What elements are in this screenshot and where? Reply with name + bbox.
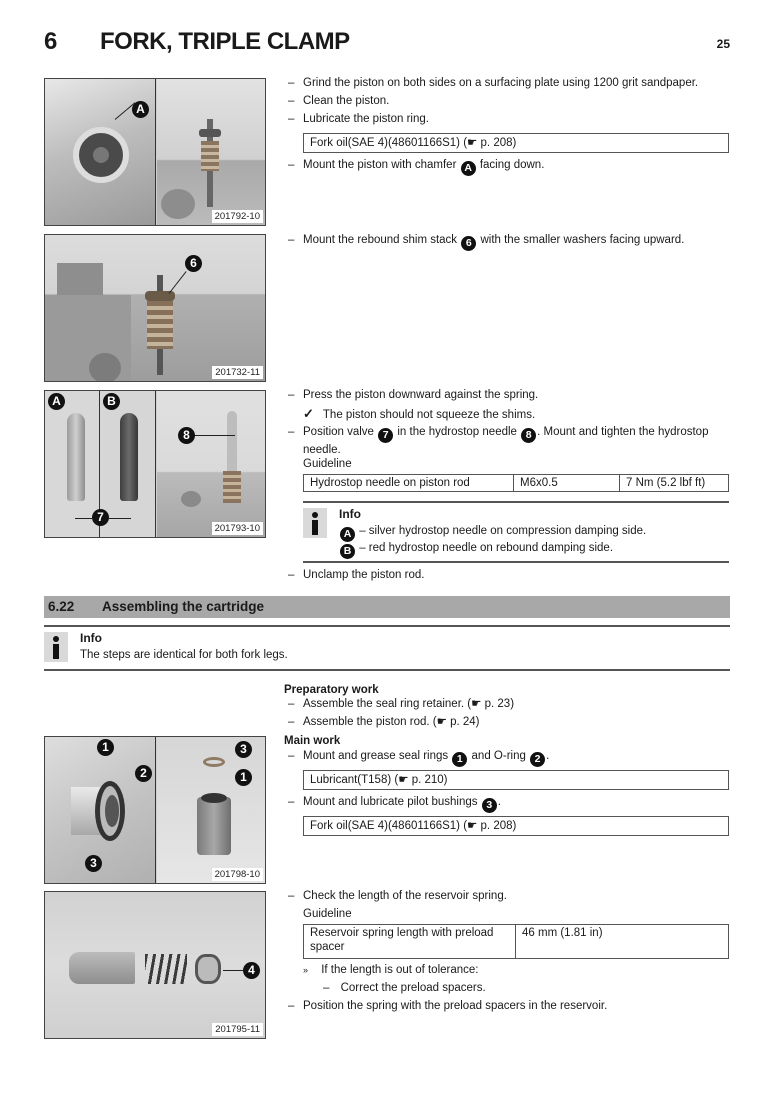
divider (44, 625, 730, 627)
figure-code: 201793-10 (212, 522, 263, 535)
marker-a: A (340, 527, 355, 542)
consumable-fork-oil: Fork oil(SAE 4)(48601166S1) (☛ p. 208) (303, 816, 729, 836)
figure-code: 201792-10 (212, 210, 263, 223)
figure-rebound-shim-stack (44, 234, 266, 382)
divider (303, 561, 729, 563)
callout-7: 7 (92, 509, 109, 526)
marker-6: 6 (461, 236, 476, 251)
section-number: 6.22 (48, 599, 75, 614)
step-unclamp-rod: – Unclamp the piston rod. (288, 569, 425, 581)
info-icon (44, 632, 68, 662)
figure-code: 201795-11 (212, 1023, 263, 1036)
callout-1: 1 (97, 739, 114, 756)
figure-code: 201732-11 (212, 366, 263, 379)
figure-code: 201798-10 (212, 868, 263, 881)
callout-a: A (48, 393, 65, 410)
check-result: ✓ The piston should not squeeze the shims. (303, 406, 536, 421)
info-line-a: A – silver hydrostop needle on compression damping side. (339, 524, 646, 542)
callout-a: A (132, 101, 149, 118)
photo-shim-stack (45, 235, 265, 381)
figure-reservoir-spring (44, 891, 266, 1039)
callout-2: 2 (135, 765, 152, 782)
step-assemble-seal-retainer: – Assemble the seal ring retainer. (☛ p. 23) (284, 697, 730, 712)
figure-divider (155, 79, 156, 225)
step-clean-piston: – Clean the piston. (288, 95, 390, 107)
marker-3: 3 (482, 798, 497, 813)
check-icon: ✓ (303, 406, 314, 421)
callout-b: B (103, 393, 120, 410)
leader-line (109, 518, 131, 519)
callout-8: 8 (178, 427, 195, 444)
chapter-number: 6 (44, 28, 57, 55)
main-work-heading: Main work (284, 735, 341, 747)
leader-line (223, 970, 243, 971)
figure-divider (155, 737, 156, 883)
marker-1: 1 (452, 752, 467, 767)
chapter-title: FORK, TRIPLE CLAMP (100, 28, 350, 55)
info-icon (303, 508, 327, 538)
figure-divider (155, 391, 156, 537)
info-title: Info (339, 507, 361, 521)
figure-hydrostop-needles (44, 390, 266, 538)
info-line-b: B – red hydrostop needle on rebound damping side. (339, 541, 613, 559)
page-number: 25 (716, 37, 730, 51)
step-position-valve: – Position valve 7 in the hydrostop needle 8 . Mount and tighten the hydrostop needle. (288, 426, 709, 456)
figure-seal-rings (44, 736, 266, 884)
callout-6: 6 (185, 255, 202, 272)
marker-2: 2 (530, 752, 545, 767)
preparatory-work-heading: Preparatory work (284, 684, 379, 696)
guideline-label: Guideline (303, 458, 352, 470)
callout-1: 1 (235, 769, 252, 786)
marker-a: A (461, 161, 476, 176)
divider (303, 501, 729, 503)
corrective-action: – Correct the preload spacers. (323, 982, 486, 994)
step-assemble-piston-rod: – Assemble the piston rod. (☛ p. 24) (284, 715, 730, 730)
step-mount-shim-stack: – Mount the rebound shim stack 6 with the smaller washers facing upward. (288, 234, 685, 249)
marker-8: 8 (521, 428, 536, 443)
guideline-table-hydrostop (303, 474, 729, 492)
section-heading (44, 596, 730, 618)
step-lubricate-ring: – Lubricate the piston ring. (288, 113, 429, 125)
callout-3: 3 (235, 741, 252, 758)
info-text: The steps are identical for both fork legs. (80, 649, 288, 661)
leader-line (75, 518, 93, 519)
info-title: Info (80, 631, 102, 645)
section-title: Assembling the cartridge (102, 599, 265, 614)
consumable-fork-oil: Fork oil(SAE 4)(48601166S1) (☛ p. 208) (303, 133, 729, 153)
marker-7: 7 (378, 428, 393, 443)
photo-piston-on-rod (157, 79, 265, 225)
marker-b: B (340, 544, 355, 559)
page-link[interactable]: Assemble the seal ring retainer. (☛ p. 23) (303, 698, 515, 710)
page-link[interactable]: Assemble the piston rod. (☛ p. 24) (303, 716, 480, 728)
step-check-spring-length: – Check the length of the reservoir spring. (288, 890, 507, 902)
condition: » If the length is out of tolerance: (303, 964, 479, 976)
leader-line (195, 435, 235, 436)
step-mount-pilot-bushings: – Mount and lubricate pilot bushings 3 . (288, 796, 501, 811)
photo-pilot-bushing (157, 737, 265, 883)
callout-3: 3 (85, 855, 102, 872)
divider (44, 669, 730, 671)
step-grind-piston: – Grind the piston on both sides on a surfacing plate using 1200 grit sandpaper. (288, 77, 699, 89)
photo-reservoir-spring (45, 892, 265, 1038)
page-header (44, 28, 734, 58)
step-position-spring: – Position the spring with the preload spacers in the reservoir. (288, 1000, 608, 1012)
consumable-lubricant: Lubricant(T158) (☛ p. 210) (303, 770, 729, 790)
step-mount-piston: – Mount the piston with chamfer A facing down. (288, 159, 545, 174)
step-mount-seal-rings: – Mount and grease seal rings 1 and O-ring 2 . (288, 750, 550, 765)
guideline-table-spring (303, 924, 729, 959)
photo-needle-mounted (157, 391, 265, 537)
step-press-piston: – Press the piston downward against the spring. (288, 389, 539, 401)
guideline-label: Guideline (303, 908, 352, 920)
figure-piston-chamfer (44, 78, 266, 226)
photo-silver-needle (45, 391, 99, 537)
table-row: Hydrostop needle on piston rod M6x0.5 7 Nm (5.2 lbf ft) (304, 475, 729, 492)
table-row: Reservoir spring length with preload spacer 46 mm (1.81 in) (304, 925, 729, 959)
callout-4: 4 (243, 962, 260, 979)
